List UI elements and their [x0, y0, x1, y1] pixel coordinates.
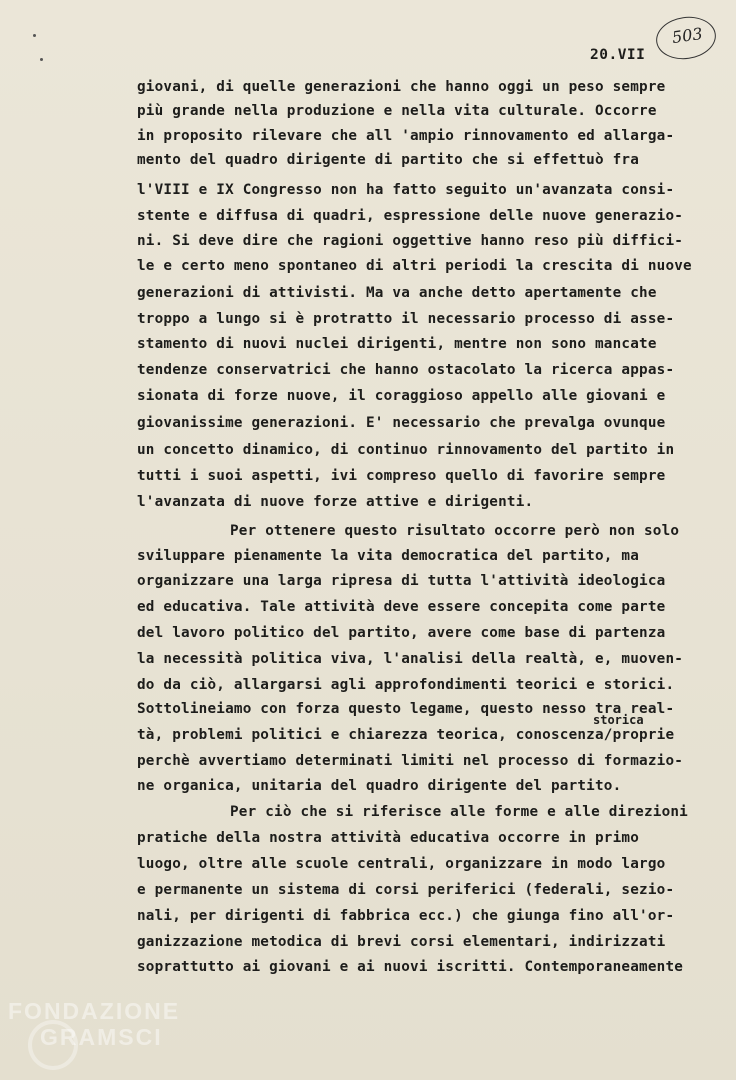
text-line: tendenze conservatrici che hanno ostacolato la ricerca appas-: [137, 362, 675, 378]
text-line: soprattutto ai giovani e ai nuovi iscritti. Contemporaneamente: [137, 959, 684, 975]
paragraph-start-line: Per ciò che si riferisce alle forme e alle direzioni: [230, 804, 688, 820]
text-line: ni. Si deve dire che ragioni oggettive hanno reso più diffici-: [137, 233, 684, 249]
text-line: più grande nella produzione e nella vita culturale. Occorre: [137, 103, 657, 119]
text-line: stente e diffusa di quadri, espressione delle nuove generazio-: [137, 208, 684, 224]
punch-hole-mark: [40, 58, 43, 61]
text-line: le e certo meno spontaneo di altri periodi la crescita di nuove: [137, 258, 692, 274]
text-line: ed educativa. Tale attività deve essere concepita come parte: [137, 599, 666, 615]
handwritten-insertion: storica: [593, 713, 644, 727]
text-line: giovanissime generazioni. E' necessario che prevalga ovunque: [137, 415, 666, 431]
watermark-text: GRAMSCI: [40, 1024, 163, 1050]
text-line: stamento di nuovi nuclei dirigenti, mentre non sono mancate: [137, 336, 657, 352]
punch-hole-mark: [33, 34, 36, 37]
text-line: tutti i suoi aspetti, ivi compreso quello di favorire sempre: [137, 468, 666, 484]
text-line: l'VIII e IX Congresso non ha fatto seguito un'avanzata consi-: [137, 182, 675, 198]
page-number: 20.VII: [590, 47, 646, 63]
archive-stamp-number: 503: [670, 23, 704, 48]
text-line: troppo a lungo si è protratto il necessario processo di asse-: [137, 311, 675, 327]
text-line: nali, per dirigenti di fabbrica ecc.) che giunga fino all'or-: [137, 908, 675, 924]
paragraph-start-line: Per ottenere questo risultato occorre però non solo: [230, 523, 680, 539]
text-line: Sottolineiamo con forza questo legame, questo nesso tra real-: [137, 701, 675, 717]
text-line: do da ciò, allargarsi agli approfondimenti teorici e storici.: [137, 677, 675, 693]
text-line: in proposito rilevare che all 'ampio rinnovamento ed allarga-: [137, 128, 675, 144]
text-line: mento del quadro dirigente di partito che si effettuò fra: [137, 152, 640, 168]
text-line: e permanente un sistema di corsi periferici (federali, sezio-: [137, 882, 675, 898]
text-line: un concetto dinamico, di continuo rinnovamento del partito in: [137, 442, 675, 458]
text-line: organizzare una larga ripresa di tutta l'attività ideologica: [137, 573, 666, 589]
text-line: del lavoro politico del partito, avere come base di partenza: [137, 625, 666, 641]
text-line: ganizzazione metodica di brevi corsi elementari, indirizzati: [137, 934, 666, 950]
text-line: luogo, oltre alle scuole centrali, organizzare in modo largo: [137, 856, 666, 872]
text-line: generazioni di attivisti. Ma va anche detto apertamente che: [137, 285, 657, 301]
text-line: perchè avvertiamo determinati limiti nel processo di formazio-: [137, 753, 684, 769]
watermark-text: FONDAZIONE: [8, 998, 181, 1024]
text-line: ne organica, unitaria del quadro dirigente del partito.: [137, 778, 622, 794]
text-line: tà, problemi politici e chiarezza teorica, conoscenza/proprie: [137, 727, 675, 743]
text-line: pratiche della nostra attività educativa occorre in primo: [137, 830, 640, 846]
text-line: la necessità politica viva, l'analisi della realtà, e, muoven-: [137, 651, 684, 667]
text-line: giovani, di quelle generazioni che hanno oggi un peso sempre: [137, 79, 666, 95]
text-line: l'avanzata di nuove forze attive e dirigenti.: [137, 494, 534, 510]
text-line: sviluppare pienamente la vita democratica del partito, ma: [137, 548, 640, 564]
text-line: sionata di forze nuove, il coraggioso appello alle giovani e: [137, 388, 666, 404]
